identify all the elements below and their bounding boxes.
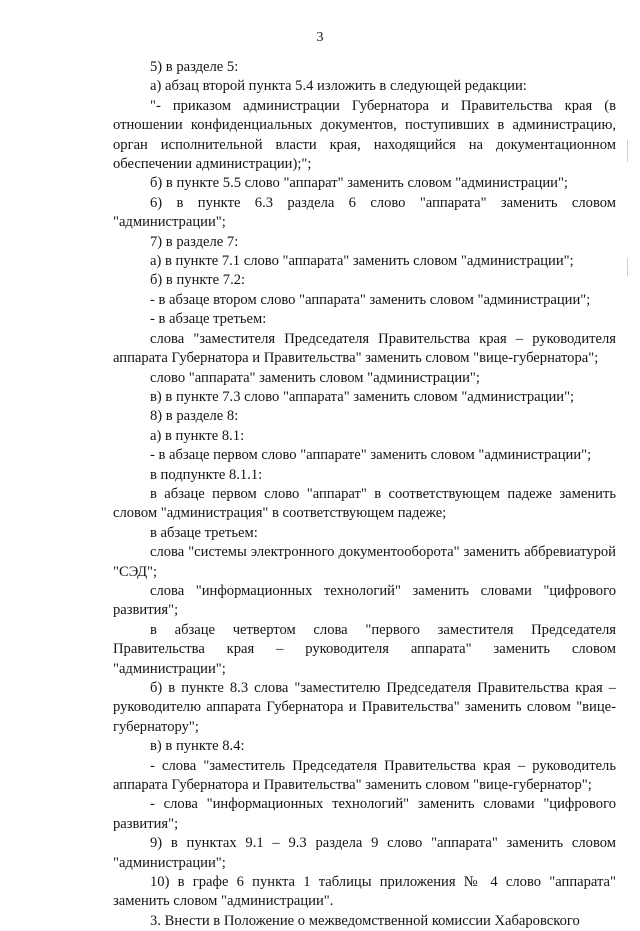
paragraph-5: 5) в разделе 5:: [150, 59, 239, 75]
paragraph-8: 8) в разделе 8:: [150, 408, 239, 425]
paragraph-8-1-1-third: в абзаце третьем:: [150, 524, 258, 541]
paragraph-8a-first: - в абзаце первом слово "аппарате" заменить словом "администрации";: [150, 447, 592, 464]
paragraph-8-1-1-fourth: в абзаце четвертом слова "первого заместителя Председателя Правительства края – руководителя аппарата" заменить словом "администрации";: [113, 621, 616, 677]
paragraph-9: 9) в пунктах 9.1 – 9.3 раздела 9 слово "аппарата" заменить словом "администрации";: [113, 835, 616, 871]
paragraph-5a: а) абзац второй пункта 5.4 изложить в следующей редакции:: [150, 78, 527, 95]
paragraph-6: 6) в пункте 6.3 раздела 6 слово "аппарата" заменить словом "администрации";: [113, 194, 616, 231]
paragraph-3: 3. Внести в Положение о межведомственной комиссии Хабаровского: [150, 912, 580, 929]
paragraph-7b-third: - в абзаце третьем:: [150, 311, 267, 328]
paragraph-7b: б) в пункте 7.2:: [150, 272, 246, 289]
paragraph-5a-quote: "- приказом администрации Губернатора и Правительства края (в отношении конфиденциальных документов, поступивших в администрацию, орган исполнительной власти края, находящийся на документационном обеспечении администрации);";: [113, 97, 616, 173]
paragraph-8v-first: - слова "заместитель Председателя Правительства края – руководитель аппарата Губернатора и Правительства" заменить словом "вице-губернатор";: [113, 757, 616, 794]
paragraph-8v: в) в пункте 8.4:: [150, 738, 245, 755]
page-number: 3: [316, 30, 324, 45]
paragraph-7a: а) в пункте 7.1 слово "аппарата" заменить словом "администрации";: [150, 253, 574, 270]
scan-artifact-lower: [627, 258, 628, 276]
paragraph-7: 7) в разделе 7:: [150, 233, 239, 250]
paragraph-7b-word: слово "аппарата" заменить словом "администрации";: [150, 369, 480, 386]
scan-artifact-upper: [627, 140, 628, 162]
paragraph-8b: б) в пункте 8.3 слова "заместителю Председателя Правительства края – руководителю аппарата Губернатора и Правительства" заменить словом "вице-губернатору";: [113, 680, 616, 735]
paragraph-7v: в) в пункте 7.3 слово "аппарата" заменить словом "администрации";: [150, 388, 575, 405]
paragraph-digital-1: слова "информационных технологий" заменить словами "цифрового развития";: [113, 582, 616, 619]
document-body: [113, 58, 616, 931]
paragraph-sed: слова "системы электронного документооборота" заменить аббревиатурой "СЭД";: [113, 544, 616, 580]
paragraph-8-1-1-first: в абзаце первом слово "аппарат" в соответствующем падеже заменить словом "администрация" в соответствующем падеже;: [113, 485, 616, 522]
paragraph-8a: а) в пункте 8.1:: [150, 427, 245, 444]
paragraph-7b-words: слова "заместителя Председателя Правительства края – руководителя аппарата Губернатора и Правительства" заменить словом "вице-губернатора";: [113, 330, 616, 367]
paragraph-5b: б) в пункте 5.5 слово "аппарат" заменить словом "администрации";: [150, 175, 568, 192]
paragraph-digital-2: - слова "информационных технологий" заменить словами "цифрового развития";: [113, 796, 616, 832]
paragraph-7b-second: - в абзаце втором слово "аппарата" заменить словом "администрации";: [150, 291, 591, 308]
paragraph-10: 10) в графе 6 пункта 1 таблицы приложения № 4 слово "аппарата" заменить словом "администрации".: [113, 874, 616, 910]
paragraph-8-1-1: в подпункте 8.1.1:: [150, 466, 263, 483]
